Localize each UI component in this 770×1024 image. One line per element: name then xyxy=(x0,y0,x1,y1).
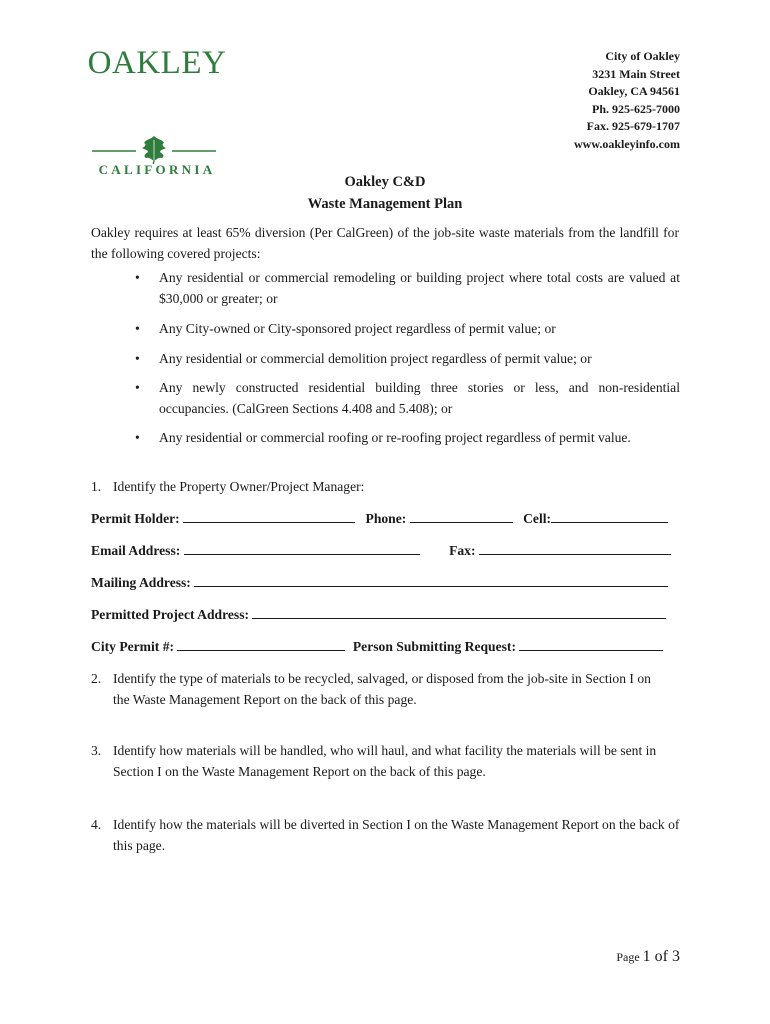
email-field[interactable] xyxy=(184,542,420,555)
field-row-permit xyxy=(91,638,663,655)
phone-field[interactable] xyxy=(410,510,513,523)
field-row-email xyxy=(91,542,671,559)
document-subtitle: Waste Management Plan xyxy=(307,196,463,212)
step-text: Identify how materials will be handled, who will haul, and what facility the materials will be sent in Section I on the Waste Management Report on the back of this page. xyxy=(113,743,657,779)
page-of: of xyxy=(650,948,672,965)
permit-holder-label: Permit Holder: xyxy=(91,511,180,526)
fax-label: Fax: xyxy=(449,543,476,558)
oak-leaf-icon xyxy=(92,134,216,164)
step-number: 3. xyxy=(91,743,102,758)
list-item: • Any residential or commercial demolition project regardless of permit value; or xyxy=(159,349,680,370)
fax-field[interactable] xyxy=(479,542,671,555)
field-row-mailing xyxy=(91,574,668,591)
list-item: • Any City-owned or City-sponsored project regardless of permit value; or xyxy=(159,319,680,340)
step-2 xyxy=(91,669,681,710)
list-item: • Any residential or commercial remodeling or building project where total costs are valued at $30,000 or greater; or xyxy=(159,268,680,309)
page-total: 3 xyxy=(672,948,680,965)
city-permit-label: City Permit #: xyxy=(91,639,175,654)
field-row-project-address xyxy=(91,606,666,623)
mailing-address-field[interactable] xyxy=(194,574,668,587)
mailing-address-label: Mailing Address: xyxy=(91,575,191,590)
covered-projects-list xyxy=(159,268,680,449)
page-label: Page xyxy=(616,950,643,964)
address-phone: Ph. 925-625-7000 xyxy=(592,101,680,116)
step-3 xyxy=(91,741,681,782)
permit-holder-field[interactable] xyxy=(183,510,355,523)
step-text: Identify the Property Owner/Project Manager: xyxy=(113,479,365,494)
project-address-field[interactable] xyxy=(252,606,666,619)
city-permit-field[interactable] xyxy=(177,638,345,651)
city-address-block xyxy=(574,48,680,153)
address-website: www.oakleyinfo.com xyxy=(574,136,680,151)
person-submitting-field[interactable] xyxy=(519,638,663,651)
step-number: 2. xyxy=(91,671,102,686)
step-4 xyxy=(91,815,681,856)
address-line: Oakley, CA 94561 xyxy=(588,84,680,98)
logo-state: CALIFORNIA xyxy=(98,162,216,177)
project-address-label: Permitted Project Address: xyxy=(91,607,250,622)
step-number: 4. xyxy=(91,817,102,832)
person-submitting-label: Person Submitting Request: xyxy=(352,639,516,654)
phone-label: Phone: xyxy=(365,511,407,526)
step-text: Identify the type of materials to be recycled, salvaged, or disposed from the job-site in Section I on the Waste Management Report on the back of this page. xyxy=(113,671,651,707)
step-1 xyxy=(91,477,681,498)
page-number xyxy=(616,948,680,966)
intro-paragraph: Oakley requires at least 65% diversion (Per CalGreen) of the job-site waste materials from the landfill for the following covered projects: xyxy=(91,225,679,261)
email-label: Email Address: xyxy=(91,543,181,558)
logo-wordmark: OAKLEY xyxy=(87,45,227,81)
address-line: City of Oakley xyxy=(605,49,680,63)
oakley-logo xyxy=(78,44,236,177)
address-fax: Fax. 925-679-1707 xyxy=(586,119,680,133)
step-number: 1. xyxy=(91,479,102,494)
cell-label: Cell: xyxy=(523,511,552,526)
list-item: • Any residential or commercial roofing or re-roofing project regardless of permit value. xyxy=(159,428,680,449)
document-title: Oakley C&D xyxy=(344,174,426,190)
address-line: 3231 Main Street xyxy=(592,66,680,81)
field-row-permit-holder xyxy=(91,510,668,527)
list-item: • Any newly constructed residential building three stories or less, and non-residential occupancies. (CalGreen Sections 4.408 and 5.408); or xyxy=(159,378,680,419)
step-text: Identify how the materials will be diverted in Section I on the Waste Management Report on the back of this page. xyxy=(113,817,680,853)
page-current: 1 xyxy=(642,948,651,965)
cell-field[interactable] xyxy=(551,510,668,523)
